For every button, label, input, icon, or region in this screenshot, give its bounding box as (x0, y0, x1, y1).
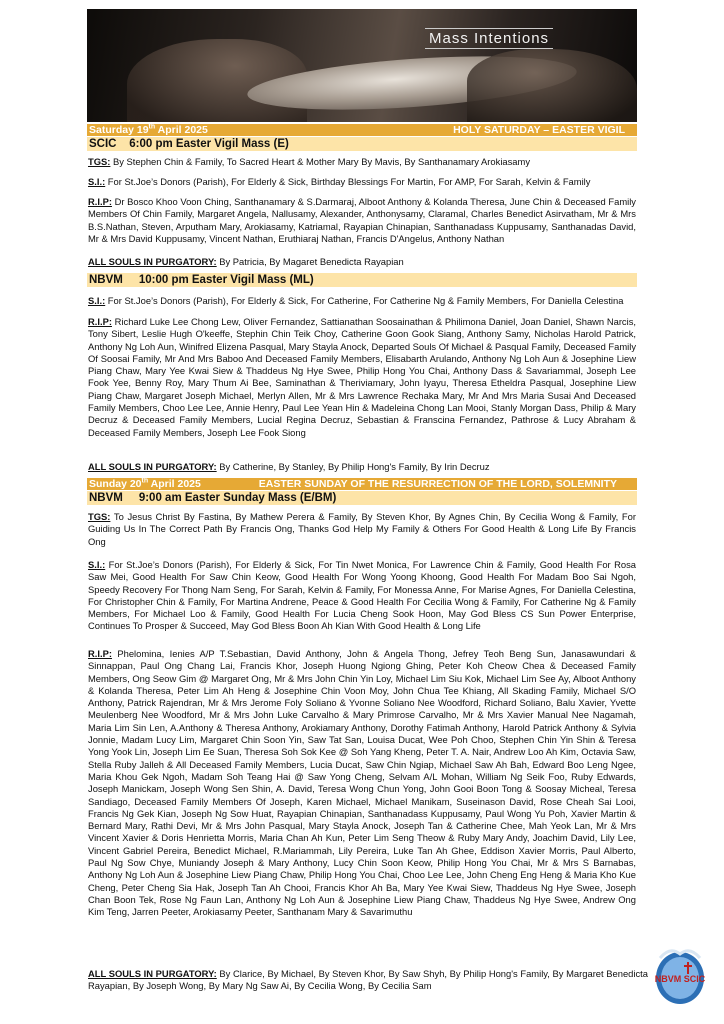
day-header-saturday (87, 124, 637, 136)
intention-si: S.I.: For St.Joe’s Donors (Parish), For Elderly & Sick, For Catherine, For Catherine Ng & Family Members, For Daniella Celestina (88, 295, 624, 306)
day-date: Sunday 20th April 2025 (89, 477, 201, 490)
hand-shape (467, 49, 637, 122)
intention-rip: R.I.P: Phelomina, Ienies A/P T.Sebastian, David Anthony, John & Angela Thong, Jefrey Teoh Beng Sun, Janasawundari & Sinnappan, Paul Ong Chang Lai, Francis Khor, Joseph Huong Ngiong Ghing, Peter Koh Cheow Chea & Deceased Family Members, Ong Seow Gim @ Margaret Ong, Mr & Mrs John Chin Yin Loy, Michael Lim Siu Kok, Michael Lim See Ay, Alboot Anthony & Kolanda Theresa, Peter Lim Ah Heng & Josephine Chin Voon Moy, John Chua Tee Khiang, All Skading Family, Michael S/O Anthony, Patrick Rajendran, Mr & Mrs Jerome Foly Soliano & Yvonne Soliano Nee Woodford, Richard Soliano, Balu Xavier, Yvette Meulenberg Nee Woodford, Mr & Mrs John Luke Carvalho & Mary Primrose Carvalho, Mr & Mrs Xavier Manual Nee Nagamah, Maria Lim Sin Len, A.Anthony & Theresa Anthony, Arokiamary Anthony, Dorothy Fatimah Anthony, Harold Patrick Anthony & Sylvia Jonnie, Madam Lucy Lim, Margaret Chin Soon Yin, Saw Tat San, Louisa Ducat, Wee Poh Choo, Stephen Chin Yin Shin & Teresa Yong Yook Lin, Joseph Lim Ee Suan, Theresa Soh Sok Kee @ Soh Yang Kheng, Peter T. A. Nair, Andrew Loo Ah Kim, Octavia Saw, Stella Ruby Jalleh & All Deceased Family Members, Lucia Ducat, Saw Chin Ngiap, Michael Saw Ah Bah, Edward Boo Leng Ngee, Maria Khou Gek Ngoh, Madam Soh Teang Hai @ Saw Yong Cheng, Selvam A/L Mohan, William Ng Seik Foo, Ruby Edwards, Joseph Manickam, Joseph Wong Sen Shin, A. David, Teresa Wong Chun Yong, John Gooi Boon Tong & Soosay Micheal, Teresa Sandiago, Deceased Family Members Of Joseph, Karen Michael, Michael Manikam, Suseinason David, Rose Cheah Sai Looi, Francis Ng Gek Kian, Joseph Ng Sow Huat, Rayapian Chinapian, Santhanadass Kuppusamy, Paul Wong Yu Poh, Xavier Martin & Bernard Mary, Rathi Devi, Mr & Mrs John Pasqual, Mary Stayla Anock, Joseph Tan & Catherine Chee, Mah Yeok Lan, Mr & Mrs Vincent Xavier & Doris Henrietta Morris, Maria Chan Ah Kun, Peter Lim Seng Theow & Ruby Mary Andy, Joachim David, Lily Lee, Vincent Gabriel Pereira, Benedict Michael, R.Mariammah, Lily Pereira, Luke Tan Ah Ghee, Eddison Xavier Morris, Paul Alberto, Paul Ng Sow Chye, Muniandy Joseph & Mary Anthony, Lucy Chin Soon Keow, Philip Hong You Chai, Mr & Mrs S Barnabas, Anthony Ng Loh Aun & Josephine Liew Piang Chaw, Philip Hong You Chai, Choo Lee Lee, John Cheng Eng Heng & Maria Kho Kue Cheng, Peter Cheng Sia Hak, Joseph Tan Ah Chooi, Francis Khor Ah Ba, Mary Yee Kwai Siew, Thaddeus Ng Hye Swee, Joseph Chan Boon Tek, Rose Ng Faun Lan, Anthony Ng Loh Aun & Josephine Liew Piang Chaw, Thaddeus Ng Hye Swee, Andrew Ong Kim Teng, Jarren Peeter, Arokiasamy Peeter, Santhanam Mary & Savarimuthu (88, 648, 636, 918)
intention-rip: R.I.P: Richard Luke Lee Chong Lew, Oliver Fernandez, Sattianathan Soosainathan & Philimona Daniel, Joan Daniel, Shawn Narcis, Tony Sibert, Leslie Hugh O'keeffe, Stephin Chin Teik Choy, Catherine Goon Gook Siang, Anthony Samy, Nicholas Harold Patrick, Anthony Ng Loh Aun, Winifred Elizena Pasqual, Mary Stayla Anock, Departed Souls Of Michael & Pasqual Family, Deceased Family Of Soosai Family, Mr And Mrs Baboo And Deceased Family Members, Elisabarth Arulando, Anthony Ng Loh Aun & Josephine Liew Piang Chaw, Mary Yee Kwai Siew & Thaddeus Ng Hye Swee, Philip Hong You Chai, Anthony Dass & Savariammal, Joseph Lee Fook Yee, Benny Roy, Mary Thum Ai Bee, Saminathan & Theriviamary, John Iyayu, Theresa Etheldra Pasqual, Josephine Liew Piang Chaw, Margaret Joseph Michael, Merlyn Allen, Mr & Mrs Lawrence Rechaka Mary, Mr And Mrs Maria Susai And Deceased Family Members, Choo Lee Lee, Annie Henry, Paul Lee Yean Hin & Madeleina Chong Lan Mooi, Stanly Morgan Dass, Philip & Mary Decruz & Deceased Family Members, Lucial Regina Decruz, Sebastian & Franscina Fernandez, Pathrose & Lucy Abraham & Deceased Family Members, Joseph Lee Fook Siong (88, 316, 637, 438)
intention-souls: ALL SOULS IN PURGATORY: By Patricia, By Magaret Benedicta Rayapian (88, 256, 404, 267)
header-banner-image (87, 9, 637, 122)
mass-header-nbvm-sunday: NBVM 9:00 am Easter Sunday Mass (E/BM) (87, 491, 637, 505)
day-feast: HOLY SATURDAY – EASTER VIGIL (453, 124, 625, 136)
intention-tgs: TGS: By Stephen Chin & Family, To Sacred Heart & Mother Mary By Mavis, By Santhanamary Arokiasamy (88, 156, 531, 167)
parish-logo-icon (654, 944, 706, 1006)
intention-si: S.I.: For St.Joe’s Donors (Parish), For Elderly & Sick, For Tin Nwet Monica, For Lawrence Chin & Family, Good Health For Rosa Saw Mei, Good Health For Saw Chin Keow, Good Health For Wong Yoong Khoong, Good Health For Madam Boo Sai Ngoh, Speedy Recovery For Thong Nam Seng, For Sarah, Kelvin & Family, For Monessa Anne, For Marise Agnes, For Daniella Celestina, For Christopher Chin & Family, For Martina Andrene, Peace & Good Health For Cecilia Wong & Family, For Catherine Ng & Family Members, For Michael Loo & Family, Good Health For Lucia Cheng Sook Hoon, May God Bless CS Sun Power Enterprise, Continues To Prosper & Succeed, May God Bless Boon Ah Kian With Good Health & Long Life (88, 559, 636, 632)
intention-rip: R.I.P: Dr Bosco Khoo Voon Ching, Santhanamary & S.Darmaraj, Alboot Anthony & Kolanda Theresa, June Chin & Deceased Family Members Of Chin Family, Margaret Angela, Nallusamy, Alexander, Anthonysamy, Claramal, Charles Benedict Asirvatham, Mr & Mrs B.S.Nathan, Steven, Arputham Mary, Arokiasamy, Katriamal, Rayapian Chinapian, Santhanadass Kuppusamy, Santhanadas David, Mr & Mrs David Kuppusamy, Vincent Nathan, Eruthiaraj Nathan, Francis D'Angelus, Anthony Nathan (88, 196, 636, 244)
intention-souls: ALL SOULS IN PURGATORY: By Catherine, By Stanley, By Philip Hong's Family, By Irin Decruz (88, 461, 490, 472)
day-feast: EASTER SUNDAY OF THE RESURRECTION OF THE LORD, SOLEMNITY (258, 478, 617, 490)
mass-header-nbvm-vigil: NBVM 10:00 pm Easter Vigil Mass (ML) (87, 273, 637, 287)
day-header-sunday (87, 478, 637, 490)
mass-header-scic-vigil: SCIC 6:00 pm Easter Vigil Mass (E) (87, 137, 637, 151)
day-date: Saturday 19th April 2025 (89, 123, 208, 136)
intention-si: S.I.: For St.Joe’s Donors (Parish), For Elderly & Sick, Birthday Blessings For Martin, For AMP, For Sarah, Kelvin & Family (88, 176, 591, 187)
banner-title: Mass Intentions (425, 28, 553, 49)
intention-tgs: TGS: To Jesus Christ By Fastina, By Mathew Perera & Family, By Steven Khor, By Agnes Chin, By Cecilia Wong & Family, For Guiding Us In The Correct Path By Francis Ong, Thanks God Help My Family & Others For Good Health & Long Life By Francis Ong (88, 511, 636, 547)
intention-souls: ALL SOULS IN PURGATORY: By Clarice, By Michael, By Steven Khor, By Saw Shyh, By Philip Hong's Family, By Margaret Benedicta Rayapian, By Joseph Wong, By Mary Ng Saw Ai, By Cecilia Wong, By Cecilia Sam (88, 968, 648, 992)
logo-text: NBVM SCIC (654, 974, 706, 984)
